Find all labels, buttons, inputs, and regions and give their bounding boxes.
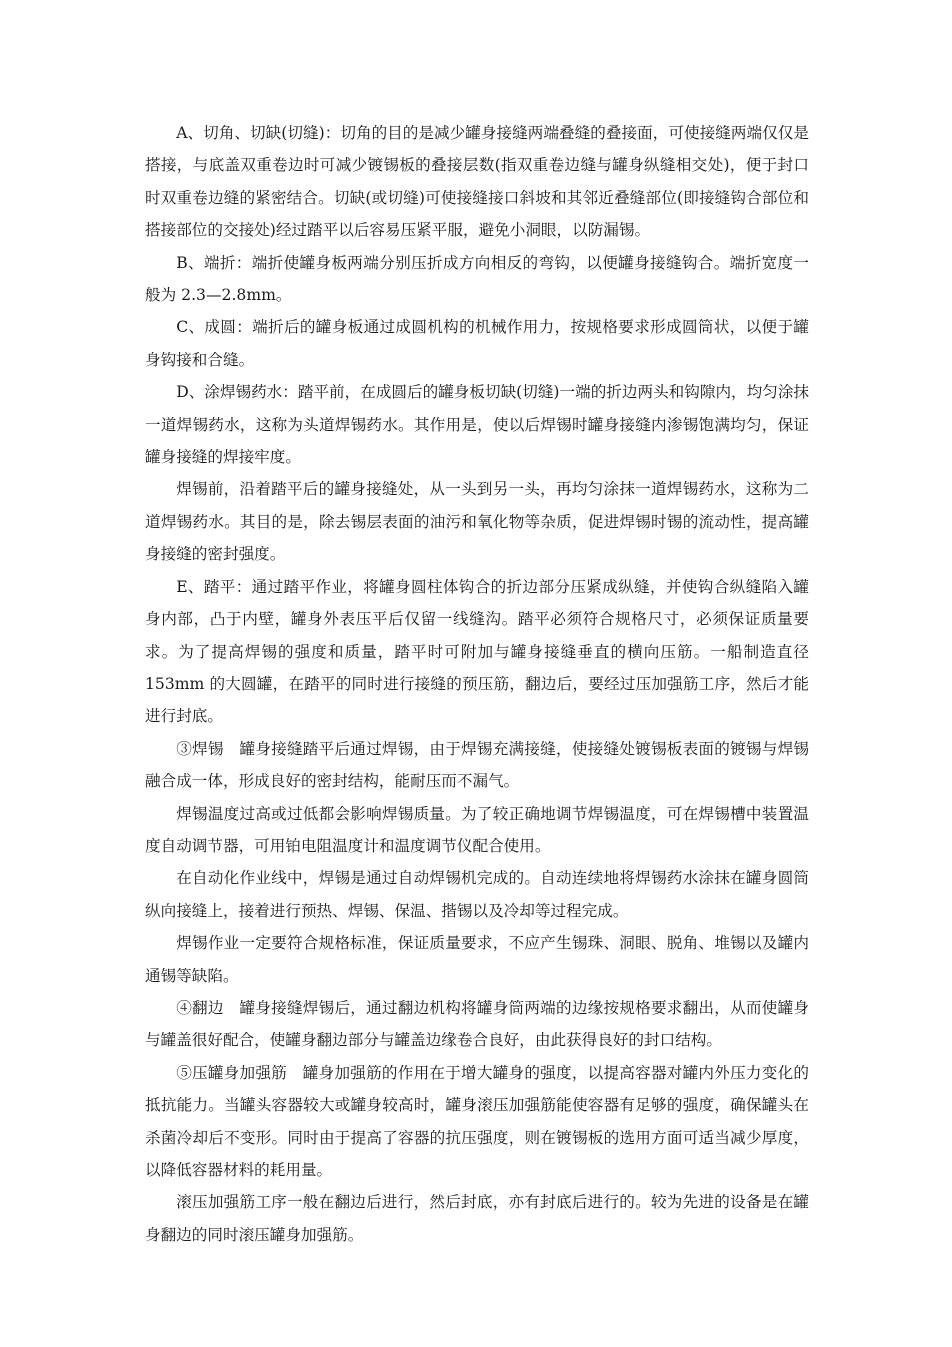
document-page [145,117,809,1251]
paragraph-flanging: ④翻边 罐身接缝焊锡后，通过翻边机构将罐身筒两端的边缘按规格要求翻出，从而使罐身与罐盖很好配合，使罐身翻边部分与罐盖边缘卷合良好，由此获得良好的封口结构。 [145,998,809,1050]
paragraph-cutting-corners: A、切角、切缺(切缝)：切角的目的是减少罐身接缝两端叠缝的叠接面，可使接缝两端仅仅是搭接，与底盖双重卷边时可减少镀锡板的叠接层数(指双重卷边缝与罐身纵缝相交处)，便于封口时双重卷边缝的紧密结合。切缺(或切缝)可使接缝接口斜坡和其邻近叠缝部位(即接缝钩合部位和搭接部位的交接处)经过踏平以后容易压紧平服，避免小洞眼，以防漏锡。 [145,124,809,240]
paragraph-rib-rolling-process: 滚压加强筋工序一般在翻边后进行，然后封底，亦有封底后进行的。较为先进的设备是在罐身翻边的同时滚压罐身加强筋。 [145,1193,809,1244]
paragraph-forming-round: C、成圆：端折后的罐身板通过成圆机构的机械作用力，按规格要求形成圆筒状，以便于罐身钩接和合缝。 [145,318,809,369]
paragraph-end-folding: B、端折：端折使罐身板两端分别压折成方向相反的弯钩，以便罐身接缝钩合。端折宽度一般为 2.3—2.8mm。 [145,253,809,305]
paragraph-solder-flux: D、涂焊锡药水：踏平前，在成圆后的罐身板切缺(切缝)一端的折边两头和钩隙内，均匀涂抹一道焊锡药水，这称为头道焊锡药水。其作用是，使以后焊锡时罐身接缝内渗锡饱满均匀，保证罐身接缝的焊接牢度。 [145,383,810,467]
paragraph-soldering: ③焊锡 罐身接缝踏平后通过焊锡，由于焊锡充满接缝，使接缝处镀锡板表面的镀锡与焊锡融合成一体，形成良好的密封结构，能耐压而不漏气。 [145,739,809,791]
paragraph-reinforcing-ribs: ⑤压罐身加强筋 罐身加强筋的作用在于增大罐身的强度，以提高容器对罐内外压力变化的抵抗能力。当罐头容器较大或罐身较高时，罐身滚压加强筋能使容器有足够的强度，确保罐头在杀菌冷却后不变形。同时由于提高了容器的抗压强度，则在镀锡板的选用方面可适当减少厚度，以降低容器材料的耗用量。 [145,1063,809,1179]
paragraph-automatic-soldering: 在自动化作业线中，焊锡是通过自动焊锡机完成的。自动连续地将焊锡药水涂抹在罐身圆筒纵向接缝上，接着进行预热、焊锡、保温、揩锡以及冷却等过程完成。 [145,869,809,920]
paragraph-flattening: E、踏平：通过踏平作业，将罐身圆柱体钩合的折边部分压紧成纵缝，并使钩合纵缝陷入罐身内部，凸于内壁，罐身外表压平后仅留一线缝沟。踏平必须符合规格尺寸，必须保证质量要求。为了提高焊锡的强度和质量，踏平时可附加与罐身接缝垂直的横向压筋。一船制造直径 153mm 的大圆罐，在踏平的同时进行接缝的预压筋，翻边后，要经过压加强筋工序，然后才能进行封底。 [145,577,809,726]
paragraph-solder-temperature: 焊锡温度过高或过低都会影响焊锡质量。为了较正确地调节焊锡温度，可在焊锡槽中装置温度自动调节器，可用铂电阻温度计和温度调节仪配合使用。 [145,804,809,855]
paragraph-second-flux: 焊锡前，沿着踏平后的罐身接缝处，从一头到另一头，再均匀涂抹一道焊锡药水，这称为二道焊锡药水。其目的是，除去锡层表面的油污和氧化物等杂质，促进焊锡时锡的流动性，提高罐身接缝的密封强度。 [145,480,809,564]
paragraph-soldering-standards: 焊锡作业一定要符合规格标准，保证质量要求，不应产生锡珠、洞眼、脱角、堆锡以及罐内通锡等缺陷。 [145,934,809,985]
